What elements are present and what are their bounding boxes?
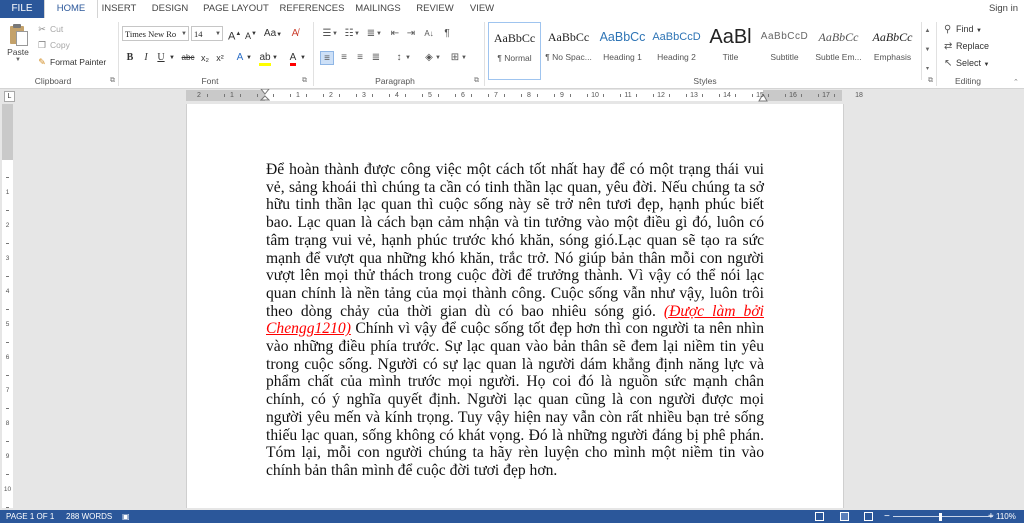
- bullet-list-icon: ☰: [322, 28, 332, 39]
- style-emphasis[interactable]: [866, 22, 919, 80]
- ruler-tick: [719, 94, 720, 97]
- tab-design[interactable]: DESIGN: [151, 3, 189, 14]
- ruler-number: 6: [461, 92, 465, 99]
- scissors-icon: ✂: [38, 24, 46, 34]
- ruler-number: 12: [657, 92, 665, 99]
- ruler-tick: [504, 94, 505, 97]
- ruler-tick: [768, 94, 769, 97]
- clear-formatting-button[interactable]: [288, 27, 302, 41]
- paste-button[interactable]: [4, 22, 32, 76]
- ruler-number: 2: [5, 222, 10, 229]
- ruler-tick: [257, 94, 258, 97]
- line-spacing-dropdown-icon[interactable]: ▼: [405, 55, 411, 61]
- ruler-tick: [306, 94, 307, 97]
- page-count[interactable]: PAGE 1 OF 1: [6, 512, 55, 521]
- align-right-icon: ≡: [357, 52, 363, 63]
- ruler-number: 11: [624, 92, 632, 99]
- sort-icon: A↓: [424, 29, 434, 38]
- paragraph-text-after: Chính vì vậy để cuộc sống tốt đẹp hơn thì con người ta nên nhìn vào những điều phía trước. Sự lạc quan vào bản thân sẽ đem lại niềm tin yêu trong cuộc sống. Người có sự lạc quan là người dám khẳng định năng lực và phẩm chất của mình trước mọi người. Họ coi đó là nguồn sức mạnh chân chính, có ý nghĩa quyết định. Người lạc quan cũng là con người được mọi người yêu mến và kính trọng. Tuy vậy hiện nay vẫn còn rất nhiều bạn trẻ sống thiếu lạc quan, sống không có khát vọng. Đó là những người đáng bị phê phán. Tóm lại, mỗi con người chúng ta hãy rèn luyện cho mình một niềm tin vào chính bản thân mình để cuộc đời tươi đẹp hơn.: [266, 320, 764, 479]
- editing-group-label: Editing: [955, 76, 981, 86]
- line-spacing-icon: ↕: [396, 52, 402, 63]
- font-group-label: Font: [201, 76, 219, 86]
- divider: [118, 22, 119, 86]
- author-watermark: (Được làm bởi Chengg1210): [266, 302, 765, 338]
- increase-indent-icon: ⇥: [406, 28, 416, 39]
- print-layout-icon[interactable]: [840, 512, 849, 521]
- borders-dropdown-icon[interactable]: ▼: [461, 55, 467, 61]
- shading-button[interactable]: [422, 51, 436, 65]
- find-button[interactable]: [944, 22, 982, 37]
- find-label: Find: [956, 24, 974, 34]
- strikethrough-button[interactable]: abc: [181, 53, 195, 62]
- borders-icon: ⊞: [450, 52, 460, 63]
- change-case-button[interactable]: Aa▼: [263, 28, 283, 39]
- tab-view[interactable]: VIEW: [469, 3, 495, 14]
- ruler-row: [0, 89, 1024, 103]
- numbering-dropdown-icon[interactable]: ▼: [354, 31, 360, 37]
- shading-dropdown-icon[interactable]: ▼: [435, 55, 441, 61]
- cursor-icon: ↖: [944, 58, 953, 69]
- ruler-number: 7: [5, 387, 10, 394]
- format-painter-button[interactable]: [37, 55, 106, 69]
- paste-icon: [9, 24, 27, 46]
- ruler-tick: [471, 94, 472, 97]
- sign-in-link[interactable]: Sign in: [988, 3, 1018, 14]
- superscript-button[interactable]: x²: [216, 53, 224, 63]
- style-name: Subtitle: [770, 52, 799, 62]
- font-color-dropdown-icon[interactable]: ▼: [300, 55, 306, 61]
- search-icon: ⚲: [944, 24, 952, 35]
- subscript-button[interactable]: x₂: [201, 53, 209, 63]
- show-formatting-button[interactable]: ¶: [444, 28, 450, 39]
- style-subtitle[interactable]: [758, 22, 811, 80]
- paragraph-launcher-icon[interactable]: ⧉: [474, 77, 479, 84]
- style-subtle-emphasis[interactable]: [812, 22, 865, 80]
- style-sample: AaBbCc: [872, 30, 913, 44]
- styles-group-label: Styles: [693, 76, 717, 86]
- ruler-tick: [801, 94, 802, 97]
- document-body[interactable]: [266, 161, 764, 480]
- collapse-ribbon-icon[interactable]: ⌃: [1013, 79, 1019, 86]
- ruler-tick: [554, 94, 555, 97]
- first-line-indent-icon[interactable]: [260, 89, 270, 103]
- styles-scroll: [921, 22, 933, 80]
- underline-button[interactable]: U: [157, 52, 165, 63]
- ruler-tick: [6, 375, 9, 376]
- clipboard-group-label: Clipboard: [34, 76, 72, 86]
- divider: [484, 22, 485, 86]
- chevron-down-icon: ▼: [983, 62, 990, 68]
- bold-button[interactable]: B: [126, 52, 134, 63]
- ruler-number: 4: [395, 92, 399, 99]
- ruler-tick: [6, 507, 9, 508]
- zoom-level[interactable]: 110%: [996, 512, 1016, 521]
- scroll-down-icon[interactable]: ▼: [924, 47, 931, 53]
- read-mode-icon[interactable]: [815, 512, 824, 521]
- styles-gallery: [488, 22, 920, 80]
- ruler-tick: [6, 441, 9, 442]
- ruler-number: 1: [230, 92, 234, 99]
- cut-button[interactable]: [37, 22, 63, 36]
- style-name: Heading 1: [603, 52, 642, 62]
- ruler-tick: [356, 94, 357, 97]
- align-center-icon: ≡: [341, 52, 347, 63]
- replace-button[interactable]: [944, 39, 989, 54]
- select-button[interactable]: [944, 56, 989, 71]
- ruler-tick: [653, 94, 654, 97]
- ruler-tick: [818, 94, 819, 97]
- style-sample: AaBbCc: [547, 30, 590, 44]
- paste-label: Paste: [7, 47, 29, 57]
- ruler-tick: [240, 94, 241, 97]
- proofing-icon[interactable]: ▣: [122, 512, 130, 521]
- font-family-select[interactable]: [122, 26, 189, 41]
- tab-insert[interactable]: INSERT: [101, 3, 137, 14]
- tab-stop-selector[interactable]: L: [4, 91, 15, 102]
- style-sample: AaBbCc: [599, 30, 646, 44]
- align-left-button[interactable]: [320, 51, 334, 65]
- style-title[interactable]: [704, 22, 757, 80]
- ruler-tick: [620, 94, 621, 97]
- increase-indent-button[interactable]: [404, 27, 418, 41]
- ruler-tick: [207, 94, 208, 97]
- chevron-down-icon: ▼: [976, 28, 982, 34]
- bullets-dropdown-icon[interactable]: ▼: [332, 31, 338, 37]
- ruler-right-margin: [763, 90, 842, 101]
- copy-icon: ❐: [37, 40, 47, 50]
- ruler-number: 2: [329, 92, 333, 99]
- align-right-button[interactable]: [353, 51, 367, 65]
- style-sample: AaBbCc: [818, 30, 859, 44]
- style-name: ¶ No Spac...: [545, 52, 592, 62]
- paragraph-group-label: Paragraph: [375, 76, 415, 86]
- more-styles-icon[interactable]: ▾: [925, 66, 929, 72]
- ruler-number: 8: [527, 92, 531, 99]
- tab-references[interactable]: REFERENCES: [279, 3, 345, 14]
- sort-button[interactable]: [422, 27, 436, 41]
- style-normal[interactable]: [488, 22, 541, 80]
- ruler-tick: [587, 94, 588, 97]
- format-painter-label: Format Painter: [50, 57, 107, 67]
- ruler-number: 1: [296, 92, 300, 99]
- ruler-number: 9: [5, 453, 10, 460]
- ruler-number: 15: [756, 92, 764, 99]
- font-color-button[interactable]: [286, 51, 300, 65]
- ribbon-tab-bar: [0, 0, 1024, 19]
- ruler-number: 10: [591, 92, 599, 99]
- style-name: ¶ Normal: [497, 53, 532, 63]
- vertical-ruler[interactable]: [2, 104, 13, 508]
- underline-dropdown-icon[interactable]: ▼: [169, 55, 175, 61]
- ruler-tick: [6, 177, 9, 178]
- ruler-tick: [405, 94, 406, 97]
- tab-page-layout[interactable]: PAGE LAYOUT: [203, 3, 269, 14]
- shrink-font-icon: A: [245, 31, 252, 41]
- style-name: Title: [722, 52, 739, 62]
- ruler-tick: [537, 94, 538, 97]
- ruler-number: 3: [362, 92, 366, 99]
- tab-mailings[interactable]: MAILINGS: [355, 3, 401, 14]
- ruler-number: 7: [494, 92, 498, 99]
- ribbon: [0, 18, 1024, 89]
- status-bar: [0, 510, 1024, 523]
- style-sample: AaBbCcD: [652, 31, 701, 43]
- ruler-tick: [785, 94, 786, 97]
- style-heading-2[interactable]: [650, 22, 703, 80]
- highlight-dropdown-icon[interactable]: ▼: [272, 55, 278, 61]
- clipboard-launcher-icon[interactable]: ⧉: [110, 77, 115, 84]
- text-effects-dropdown-icon[interactable]: ▼: [246, 55, 252, 61]
- ruler-top-margin: [2, 104, 13, 160]
- zoom-out-button[interactable]: −: [884, 511, 890, 522]
- ruler-number: 9: [560, 92, 564, 99]
- ruler-number: 6: [5, 354, 10, 361]
- decrease-indent-icon: ⇤: [390, 28, 400, 39]
- zoom-slider[interactable]: [893, 516, 993, 517]
- select-label: Select: [956, 58, 982, 68]
- text-effects-button[interactable]: [233, 51, 247, 65]
- change-case-icon: Aa: [263, 28, 277, 39]
- line-spacing-button[interactable]: [392, 51, 406, 65]
- paint-bucket-icon: ◈: [425, 52, 433, 63]
- text-effects-icon: A: [236, 52, 244, 63]
- font-size-select[interactable]: [191, 26, 223, 41]
- styles-launcher-icon[interactable]: ⧉: [928, 77, 933, 84]
- ruler-tick: [290, 94, 291, 97]
- align-left-icon: ≡: [324, 53, 330, 64]
- ruler-tick: [6, 210, 9, 211]
- italic-button[interactable]: I: [144, 52, 148, 63]
- ruler-tick: [6, 474, 9, 475]
- justify-icon: ≣: [371, 52, 381, 63]
- style-sample: AaBbCc: [493, 31, 536, 45]
- tab-home[interactable]: HOME: [44, 0, 98, 19]
- ruler-number: 5: [428, 92, 432, 99]
- ruler-tick: [488, 94, 489, 97]
- ruler-number: 14: [723, 92, 731, 99]
- tab-review[interactable]: REVIEW: [416, 3, 454, 14]
- numbered-list-icon: ☷: [344, 28, 354, 39]
- ruler-tick: [735, 94, 736, 97]
- body-paragraph[interactable]: [266, 161, 764, 480]
- zoom-in-button[interactable]: +: [988, 511, 994, 522]
- chevron-down-icon: ▼: [181, 31, 187, 37]
- ruler-tick: [521, 94, 522, 97]
- divider: [936, 22, 937, 86]
- style-name: Heading 2: [657, 52, 696, 62]
- ruler-number: 5: [5, 321, 10, 328]
- replace-label: Replace: [956, 41, 990, 51]
- ruler-tick: [570, 94, 571, 97]
- ruler-tick: [455, 94, 456, 97]
- multilevel-dropdown-icon[interactable]: ▼: [376, 31, 382, 37]
- style-name: Emphasis: [873, 52, 912, 62]
- style-no-spacing[interactable]: [542, 22, 595, 80]
- ruler-number: 13: [690, 92, 698, 99]
- copy-button[interactable]: [37, 38, 70, 52]
- font-launcher-icon[interactable]: ⧉: [302, 77, 307, 84]
- ruler-tick: [6, 342, 9, 343]
- ruler-number: 8: [5, 420, 10, 427]
- zoom-slider-thumb[interactable]: [939, 513, 942, 521]
- align-center-button[interactable]: [337, 51, 351, 65]
- ruler-tick: [603, 94, 604, 97]
- ruler-tick: [834, 94, 835, 97]
- paste-dropdown-icon[interactable]: ▼: [15, 57, 21, 63]
- grow-font-button[interactable]: A▲: [228, 30, 242, 43]
- ruler-tick: [6, 309, 9, 310]
- ruler-number: 18: [855, 92, 863, 99]
- ruler-tick: [636, 94, 637, 97]
- ruler-tick: [752, 94, 753, 97]
- ruler-tick: [323, 94, 324, 97]
- ruler-number: 10: [3, 486, 12, 493]
- style-name: Subtle Em...: [815, 52, 862, 62]
- ruler-tick: [6, 243, 9, 244]
- ruler-tick: [339, 94, 340, 97]
- ruler-tick: [669, 94, 670, 97]
- horizontal-ruler[interactable]: [186, 90, 863, 101]
- font-family-value: Times New Ro: [125, 29, 177, 39]
- justify-button[interactable]: [369, 51, 383, 65]
- ruler-tick: [389, 94, 390, 97]
- ruler-tick: [702, 94, 703, 97]
- scroll-up-icon[interactable]: ▲: [924, 28, 931, 34]
- cut-label: Cut: [50, 24, 64, 34]
- highlighter-icon: ab: [259, 53, 270, 66]
- ruler-tick: [686, 94, 687, 97]
- ruler-number: 1: [5, 189, 10, 196]
- web-layout-icon[interactable]: [864, 512, 873, 521]
- ruler-tick: [422, 94, 423, 97]
- ruler-tick: [224, 94, 225, 97]
- style-heading-1[interactable]: [596, 22, 649, 80]
- decrease-indent-button[interactable]: [388, 27, 402, 41]
- borders-button[interactable]: [448, 51, 462, 65]
- replace-icon: ⇄: [944, 41, 953, 52]
- ruler-tick: [6, 276, 9, 277]
- multilevel-list-icon: ≣: [366, 28, 376, 39]
- ruler-tick: [372, 94, 373, 97]
- style-sample: AaBl: [709, 26, 752, 48]
- document-page[interactable]: [186, 104, 844, 508]
- chevron-down-icon: ▼: [215, 31, 221, 37]
- ruler-number: 17: [822, 92, 830, 99]
- copy-label: Copy: [50, 40, 70, 50]
- highlight-button[interactable]: [258, 51, 272, 65]
- ruler-tick: [438, 94, 439, 97]
- tab-file[interactable]: FILE: [0, 0, 44, 18]
- ruler-number: 4: [5, 288, 10, 295]
- font-color-icon: A: [290, 53, 297, 66]
- grow-font-icon: A: [228, 30, 236, 43]
- ruler-tick: [273, 94, 274, 97]
- word-count[interactable]: 288 WORDS: [66, 512, 113, 521]
- divider: [313, 22, 314, 86]
- paintbrush-icon: ✎: [38, 57, 46, 67]
- font-size-value: 14: [194, 29, 203, 39]
- ruler-number: 16: [789, 92, 797, 99]
- ruler-tick: [6, 408, 9, 409]
- style-sample: AaBbCcD: [760, 31, 809, 42]
- paragraph-text-before: Để hoàn thành được công việc một cách tốt nhất hay để có một trạng thái vui vẻ, sảng khoái thì chúng ta cần có tinh thần lạc quan, yêu đời. Nếu chúng ta sở hữu tinh thần lạc quan thì cuộc sống này sẽ trở nên tươi đẹp, hạnh phúc biết bao. Lạc quan là cách bạn cảm nhận và tin tưởng vào một điều gì đó, luôn có tâm trạng vui vẻ, hạnh phúc trước khó khăn, sóng gió.Lạc quan sẽ tạo ra sức mạnh để vượt qua những khó khăn, trắc trở. Nó giúp bản thân mỗi con người vượt lên mọi thử thách trong cuộc đời để trưởng thành. Vì vậy có thể nói lạc quan chính là nền tảng của mọi thành công. Cuộc sống vẫn như vậy, luôn trôi theo dòng chảy của thời gian dù có bao nhiêu sóng gió.: [266, 161, 764, 320]
- shrink-font-button[interactable]: A▼: [245, 31, 257, 41]
- ruler-number: 2: [197, 92, 201, 99]
- ruler-number: 3: [5, 255, 10, 262]
- clear-formatting-icon: A̸: [291, 28, 299, 39]
